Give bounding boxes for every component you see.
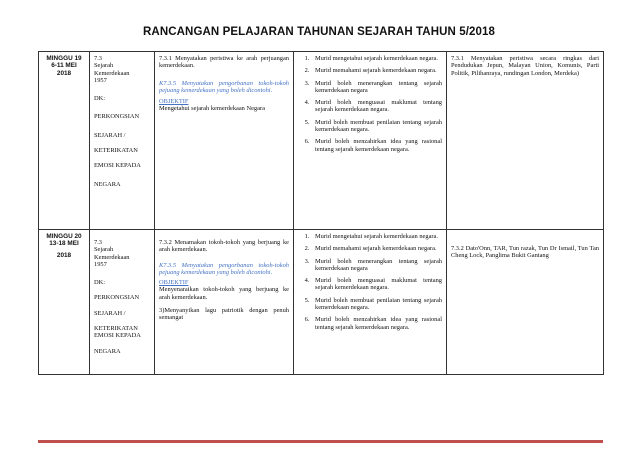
dk-item: EMOSI KEPADA — [94, 162, 141, 170]
week-year: 2018 — [56, 69, 72, 77]
week-dates: 13-18 MEI — [49, 240, 79, 248]
topic-code: 7.3 — [94, 239, 102, 246]
topic-name: Sejarah — [94, 62, 114, 70]
week-year: 2018 — [56, 251, 72, 259]
dk-item: NEGARA — [94, 347, 121, 355]
dk-item: SEJARAH / — [94, 131, 126, 139]
criteria-list — [298, 233, 442, 331]
document-title: RANCANGAN PELAJARAN TAHUNAN SEJARAH TAHUN 5/2018 — [143, 26, 495, 38]
topic-name: Kemerdekaan — [94, 253, 130, 261]
list-item: 2. Murid memahami sejarah kemerdekaan negara. — [311, 67, 442, 74]
list-item: 4. Murid boleh menguasai maklumat tentang sejarah kemerdekaan negara. — [311, 277, 442, 292]
week-cell — [39, 52, 90, 230]
criteria-cell — [294, 230, 447, 375]
objective-heading: OBJEKTIF — [159, 98, 189, 106]
list-item: 5. Murid boleh membuat penilaian tentang sejarah kemerdekaan negara. — [311, 119, 442, 134]
learning-standard: 7.3.2 Menamakan tokoh-tokoh yang berjuang ke arah kemerdekaan. — [159, 239, 289, 254]
dk-item: NEGARA — [94, 180, 121, 188]
standard-cell — [155, 230, 294, 375]
topic-name: Kemerdekaan — [94, 69, 130, 77]
topic-cell — [90, 230, 155, 375]
learning-standard: 7.3.1 Menyatakan peristiwa ke arah perjuangan kemerdekaan. — [159, 55, 289, 70]
dk-item: EMOSI KEPADA — [94, 332, 141, 340]
dk-item: SEJARAH / — [94, 309, 126, 317]
standard-cell — [155, 52, 294, 230]
list-item: 4. Murid boleh menguasai maklumat tentang sejarah kemerdekaan negara. — [311, 99, 442, 114]
week-dates: 6-11 MEI — [51, 62, 77, 70]
notes-cell — [447, 52, 604, 230]
list-item: 1. Murid mengetahui sejarah kemerdekaan negara. — [311, 233, 442, 240]
week-label: MINGGU 20 — [46, 233, 82, 240]
list-item: 3. Murid boleh menerangkan tentang sejarah kemerdekaan negara — [311, 258, 442, 273]
list-item: 3. Murid boleh menerangkan tentang sejarah kemerdekaan negara — [311, 80, 442, 95]
table-row — [39, 230, 604, 375]
criteria-cell — [294, 52, 447, 230]
lesson-plan-table — [38, 51, 604, 375]
week-cell — [39, 230, 90, 375]
dk-item: PERKONGSIAN — [94, 113, 140, 121]
topic-cell — [90, 52, 155, 230]
topic-code: 7.3 — [94, 55, 102, 62]
dk-item: KETERIKATAN — [94, 325, 138, 333]
objective-heading: OBJEKTIF — [159, 279, 189, 287]
objective-text: Menyenaraikan tokoh-tokoh yang berjuang ke arah kemerdekaan. — [159, 286, 289, 301]
dk-label: DK: — [94, 279, 106, 287]
dk-item: PERKONGSIAN — [94, 294, 140, 302]
objective-text: Mengetahui sejarah kemerdekaan Negara — [159, 105, 265, 113]
topic-year: 1957 — [94, 76, 107, 84]
notes-cell — [447, 230, 604, 375]
list-item: 5. Murid boleh membuat penilaian tentang sejarah kemerdekaan negara. — [311, 297, 442, 312]
list-item: 6. Murid boleh menzahirkan idea yang rasional tentang sejarah kemerdekaan negara. — [311, 316, 442, 331]
activity-text: 3)Menyanyikan lagu patriotik dengan penuh semangat — [159, 307, 289, 322]
dk-item: KETERIKATAN — [94, 147, 138, 155]
element-standard: K7.3.5 Menyatakan pengorbanan tokoh-tokoh pejuang kemerdekaan yang boleh dicontohi. — [159, 79, 289, 94]
week-label: MINGGU 19 — [46, 55, 82, 62]
criteria-list — [298, 55, 442, 153]
footer-divider — [38, 440, 603, 443]
topic-name: Sejarah — [94, 246, 114, 254]
topic-year: 1957 — [94, 260, 107, 268]
notes-text: 7.3.2 Dato'Onn, TAR, Tun razak, Tun Dr Ismail, Tun Tan Cheng Lock, Panglima Bukit Gantang — [451, 245, 599, 260]
list-item: 6. Murid boleh menzahirkan idea yang rasional tentang sejarah kemerdekaan negara. — [311, 138, 442, 153]
dk-label: DK: — [94, 95, 106, 103]
list-item: 1. Murid mengetahui sejarah kemerdekaan negara. — [311, 55, 442, 62]
table-row — [39, 52, 604, 230]
list-item: 2. Murid memahami sejarah kemerdekaan negara. — [311, 245, 442, 252]
element-standard: K7.3.5 Menyatakan pengorbanan tokoh-tokoh pejuang kemerdekaan yang boleh dicontohi. — [159, 261, 289, 276]
notes-text: 7.3.1 Menyatakan peristiwa secara ringkas dari Pendudukan Jepun, Malayan Union, Komunis, Parti Politik, Pilihanraya, rundingan London, Merdeka) — [451, 55, 599, 77]
